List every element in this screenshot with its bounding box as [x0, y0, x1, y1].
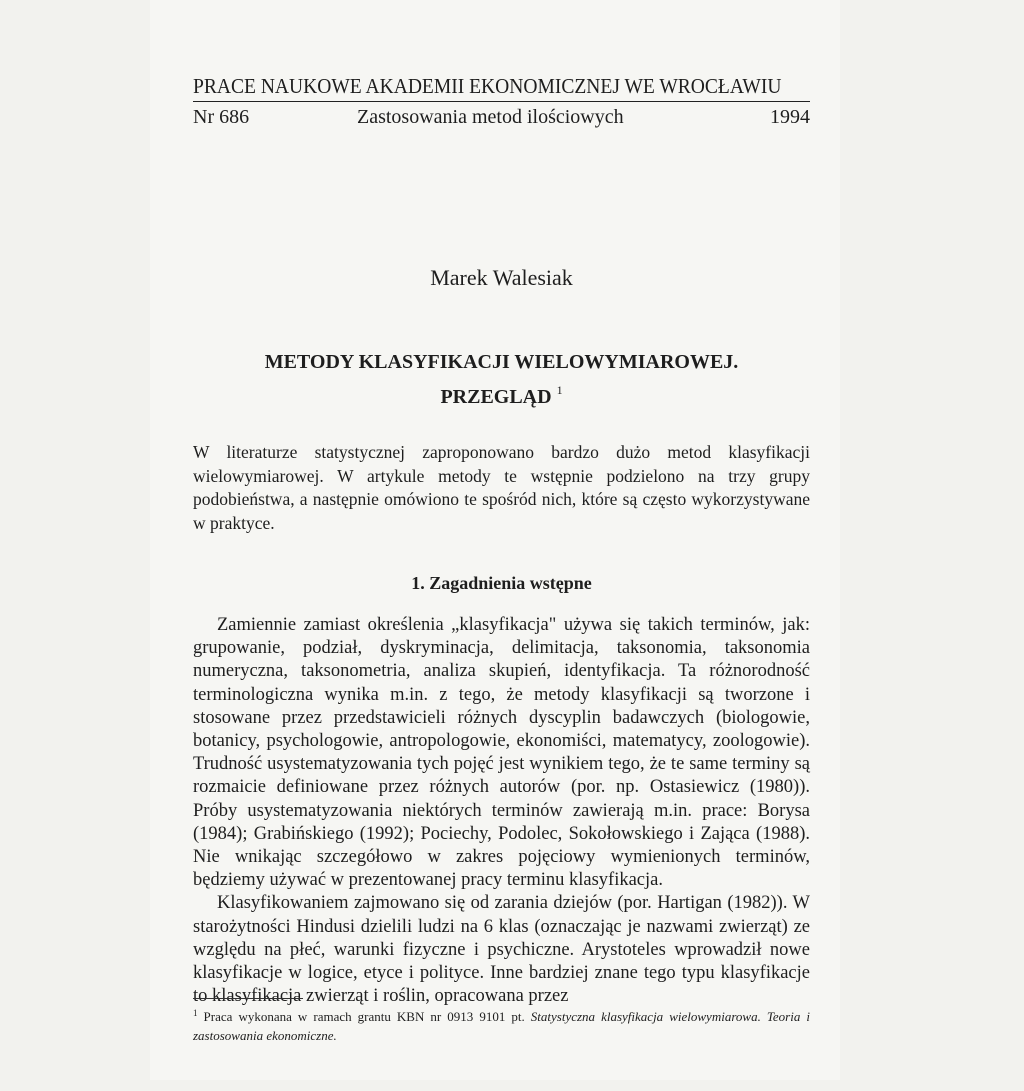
journal-name: PRACE NAUKOWE AKADEMII EKONOMICZNEJ WE WROCŁAWIU [193, 74, 782, 98]
paragraph-1: Zamiennie zamiast określenia „klasyfikacja" używa się takich terminów, jak: grupowanie, podział, dyskryminacja, delimitacja, taksonomia, taksonomia numeryczna, taksonometria, analiza skupień, identyfikacja. Ta różnorodność terminologiczna wynika m.in. z tego, że metody klasyfikacji są tworzone i stosowane przez przedstawicieli różnych dyscyplin badawczych (biologowie, botanicy, psychologowie, antropologowie, ekonomiści, matematycy, zoologowie). Trudność usystematyzowania tych pojęć jest wynikiem tego, że te same terminy są rozmaicie definiowane przez różnych autorów (por. np. Ostasiewicz (1980)). Próby usystematyzowania niektórych terminów zawierają m.in. prace: Borysa (1984); Grabińskiego (1992); Pociechy, Podolec, Sokołowskiego i Zająca (1988). Nie wnikając szczegółowo w zakres pojęciowy wymienionych terminów, będziemy używać w prezentowanej pracy terminu klasyfikacja. [193, 615, 810, 891]
issue-number: Nr 686 [193, 106, 250, 128]
abstract: W literaturze statystycznej zaproponowano bardzo dużo metod klasyfikacji wielowymiarowej. W artykule metody te wstępnie podzielono na trzy grupy podobieństwa, a następnie omówiono te spośród nich, które są często wykorzystywane w praktyce. [193, 442, 810, 533]
footnote-grant-title: Statystyczna klasyfikacja wielowymiarowa. Teoria i zastosowania ekonomiczne. [193, 1009, 810, 1043]
title-footnote-mark: 1 [556, 383, 563, 397]
series-title: Zastosowania metod ilościowych [357, 106, 624, 128]
paragraph-2: Klasyfikowaniem zajmowano się od zarania dziejów (por. Hartigan (1982)). W starożytności Hindusi dzielili ludzi na 6 klas (oznaczając je nazwami zwierząt) ze względu na płeć, warunki fizyczne i psychiczne. Arystoteles wprowadził nowe klasyfikacje w logice, etyce i polityce. Inne bardziej znane tego typu klasyfikacje to klasyfikacja zwierząt i roślin, opracowana przez [193, 893, 810, 1007]
publication-year: 1994 [770, 106, 810, 128]
title-line-2-text: PRZEGLĄD [440, 386, 552, 408]
author-name: Marek Walesiak [430, 265, 573, 290]
body-text [193, 614, 810, 1008]
footnote [193, 1004, 810, 1045]
title-line-2 [193, 376, 810, 411]
title-line-1: METODY KLASYFIKACJI WIELOWYMIAROWEJ. [264, 351, 739, 373]
footnote-text: Praca wykonana w ramach grantu KBN nr 0913 9101 pt. [203, 1009, 525, 1024]
article-title [193, 348, 810, 411]
header-details [193, 104, 810, 130]
footnote-rule [193, 998, 303, 999]
header-rule [193, 101, 810, 102]
page-header [193, 73, 810, 130]
section-heading: 1. Zagadnienia wstępne [411, 573, 592, 593]
footnote-mark: 1 [193, 1008, 198, 1018]
